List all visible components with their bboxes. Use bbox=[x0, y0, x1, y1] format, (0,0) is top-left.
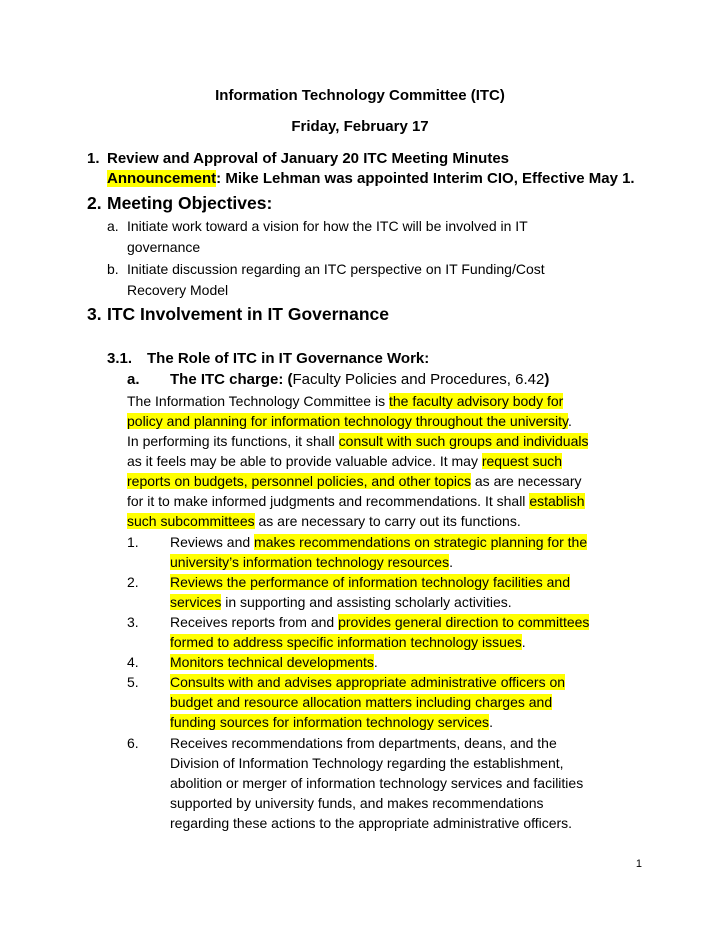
document-title: Information Technology Committee (ITC) bbox=[215, 87, 505, 104]
objective-a-marker: a. bbox=[107, 218, 119, 234]
section-2-number: 2. bbox=[87, 193, 102, 213]
list-item-4-number: 4. bbox=[127, 654, 139, 670]
list-item-3-number: 3. bbox=[127, 614, 139, 630]
charge-paragraph-line-2: policy and planning for information technology throughout the university. bbox=[127, 413, 572, 429]
charge-source: Faculty Policies and Procedures, 6.42 bbox=[292, 371, 545, 388]
charge-paragraph-line-7: such subcommittees as are necessary to carry out its functions. bbox=[127, 513, 521, 529]
section-3-number: 3. bbox=[87, 304, 102, 324]
list-item-3-line-1: Receives reports from and provides general direction to committees bbox=[170, 614, 590, 630]
charge-paragraph-line-4: as it feels may be able to provide valuable advice. It may request such bbox=[127, 453, 563, 469]
list-item-6-line-2: Division of Information Technology regarding the establishment, bbox=[170, 755, 564, 771]
list-item-6-number: 6. bbox=[127, 735, 139, 751]
list-item-5-line-1: Consults with and advises appropriate administrative officers on bbox=[170, 674, 566, 690]
charge-paragraph-line-6: for it to make informed judgments and recommendations. It shall establish bbox=[127, 493, 585, 509]
charge-paragraph-line-5: reports on budgets, personnel policies, and other topics as are necessary bbox=[127, 473, 582, 489]
section-1-number: 1. bbox=[87, 150, 100, 167]
list-item-2-line-2: services in supporting and assisting scholarly activities. bbox=[170, 594, 512, 610]
charge-paragraph-line-1: The Information Technology Committee is the faculty advisory body for bbox=[127, 393, 564, 409]
announcement-text: : Mike Lehman was appointed Interim CIO, Effective May 1. bbox=[216, 170, 635, 187]
page-number: 1 bbox=[635, 858, 642, 870]
meeting-date: Friday, February 17 bbox=[291, 118, 429, 135]
list-item-5-line-2: budget and resource allocation matters including charges and bbox=[170, 694, 553, 710]
list-item-1-number: 1. bbox=[127, 534, 139, 550]
list-item-1-line-2: university’s information technology resources. bbox=[170, 554, 453, 570]
list-item-1-line-1: Reviews and makes recommendations on strategic planning for the bbox=[170, 534, 588, 550]
announcement-label: Announcement bbox=[107, 170, 217, 187]
subsection-3-1-number: 3.1. bbox=[107, 350, 133, 367]
charge-marker: a. bbox=[127, 371, 140, 388]
list-item-4-line-1: Monitors technical developments. bbox=[170, 654, 378, 670]
list-item-3-line-2: formed to address specific information technology issues. bbox=[170, 634, 526, 650]
charge-paragraph-line-3: In performing its functions, it shall consult with such groups and individuals bbox=[127, 433, 589, 449]
section-1-title: Review and Approval of January 20 ITC Meeting Minutes bbox=[107, 150, 510, 167]
list-item-6-line-3: abolition or merger of information technology services and facilities bbox=[170, 775, 584, 791]
list-item-6-line-5: regarding these actions to the appropriate administrative officers. bbox=[170, 815, 573, 831]
objective-a-line2: governance bbox=[127, 239, 201, 255]
list-item-2-number: 2. bbox=[127, 574, 139, 590]
objective-b-line2: Recovery Model bbox=[127, 282, 229, 298]
section-2-title: Meeting Objectives: bbox=[107, 193, 273, 213]
charge-label: The ITC charge: ( bbox=[170, 371, 293, 388]
charge-heading bbox=[170, 370, 549, 390]
list-item-6-line-4: supported by university funds, and makes recommendations bbox=[170, 795, 544, 811]
announcement-line bbox=[107, 169, 635, 189]
list-item-5-number: 5. bbox=[127, 674, 139, 690]
objective-b-line1: Initiate discussion regarding an ITC perspective on IT Funding/Cost bbox=[127, 261, 545, 277]
list-item-6-line-1: Receives recommendations from departments, deans, and the bbox=[170, 735, 557, 751]
charge-close: ) bbox=[544, 371, 550, 388]
section-3-title: ITC Involvement in IT Governance bbox=[107, 304, 390, 324]
objective-b-marker: b. bbox=[107, 261, 119, 277]
list-item-5-line-3: funding sources for information technology services. bbox=[170, 714, 493, 730]
objective-a-line1: Initiate work toward a vision for how the ITC will be involved in IT bbox=[127, 218, 528, 234]
list-item-2-line-1: Reviews the performance of information technology facilities and bbox=[170, 574, 570, 590]
subsection-3-1-title: The Role of ITC in IT Governance Work: bbox=[147, 350, 430, 367]
